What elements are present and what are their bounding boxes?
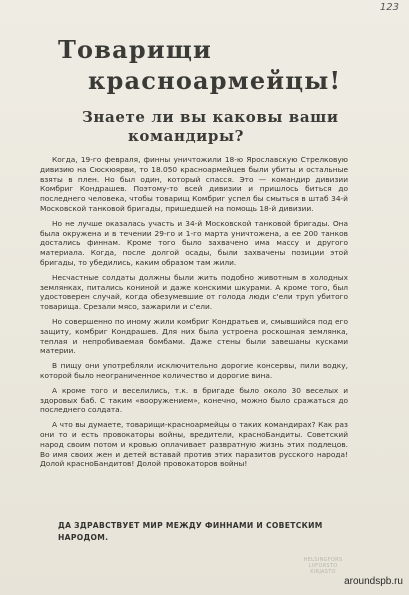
paragraph-3: Несчастные солдаты должны были жить подобно животным в холодных землянках, питались кониной и даже конскими шкурами. А кроме того, был удостоверен случай, когда обезумевшие от голода люди с'ели труп убитого товарища. Срезали мясо, зажарили и с'ели. [40, 272, 348, 312]
page-title [58, 34, 358, 96]
stamp-line-3: KIRJASTO [310, 569, 336, 575]
closing-slogan [58, 520, 348, 544]
paragraph-2: Но не лучше оказалась участь и 34-й Московской танковой бригады. Она была окружена и в течении 29-го и 1-го марта уничтожена, а ее 200 танков достались финнам. Кроме того было захвачено има массу и другого материала. Когда, после долгой осады, были захвачены позиции этой бригады, то убедились, каким образом там жили. [40, 218, 348, 267]
closing-line-1: ДА ЗДРАВСТВУЕТ МИР МЕЖДУ ФИННАМИ И СОВЕТСКИМ [58, 521, 323, 530]
subtitle-line-2: командиры? [128, 127, 245, 145]
library-stamp [300, 557, 346, 575]
subtitle [82, 108, 342, 146]
title-line-1: Товарищи [58, 35, 213, 64]
paragraph-7: А что вы думаете, товарищи-красноармейцы о таких командирах? Как раз они то и есть провокаторы войны, вредители, красноБандиты. Советский народ своим потом и кровью оплачивает развратную жизнь этих подлецов. Во имя своих жен и детей вставай против этих паразитов русского народа! Долой красноБандитов! Долой провокаторов войны! [40, 420, 348, 469]
page-number: 123 [379, 2, 399, 13]
subtitle-line-1: Знаете ли вы каковы ваши [82, 108, 339, 126]
site-watermark: aroundspb.ru [344, 576, 403, 587]
paragraph-5: В пищу они употребляли исключительно дорогие консервы, пили водку, которой было неограниченное количество и дорогие вина. [40, 361, 348, 380]
closing-line-2: НАРОДОМ. [58, 533, 109, 542]
paragraph-1: Когда, 19-го февраля, финны уничтожили 18-ю Ярославскую Стрелковую дивизию на Сюскюярви, то 18.050 красноармейцев были убиты и остальные взяты в плен. Но был один, который спасся. Это — командир дивизии Комбриг Кондрашев. Поэтому-то всей дивизии и пришлось биться до последнего человека, чтобы товарищ Комбриг успел бы смыться в штаб 34-й Московской танковой бригады, пришедшей на помощь 18-й дивизии. [40, 155, 348, 213]
stamp-line-2: LIIFORSTO [308, 563, 338, 569]
paragraph-4: Но совершенно по иному жили комбриг Кондратьев и, смывшийся под его защиту, комбриг Кондрашев. Для них была устроена роскошная землянка, теплая и непробиваемая бомбами. Даже стены были завешаны кусками материи. [40, 316, 348, 356]
paragraph-6: А кроме того и веселились, т.к. в бригаде было около 30 веселых и здоровых баб. С таким «вооружением», конечно, можно было сражаться до последнего солдата. [40, 385, 348, 415]
title-line-2: красноармейцы! [88, 66, 342, 95]
stamp-line-1: HELSINGFORS [303, 557, 343, 563]
body-text [40, 155, 348, 474]
